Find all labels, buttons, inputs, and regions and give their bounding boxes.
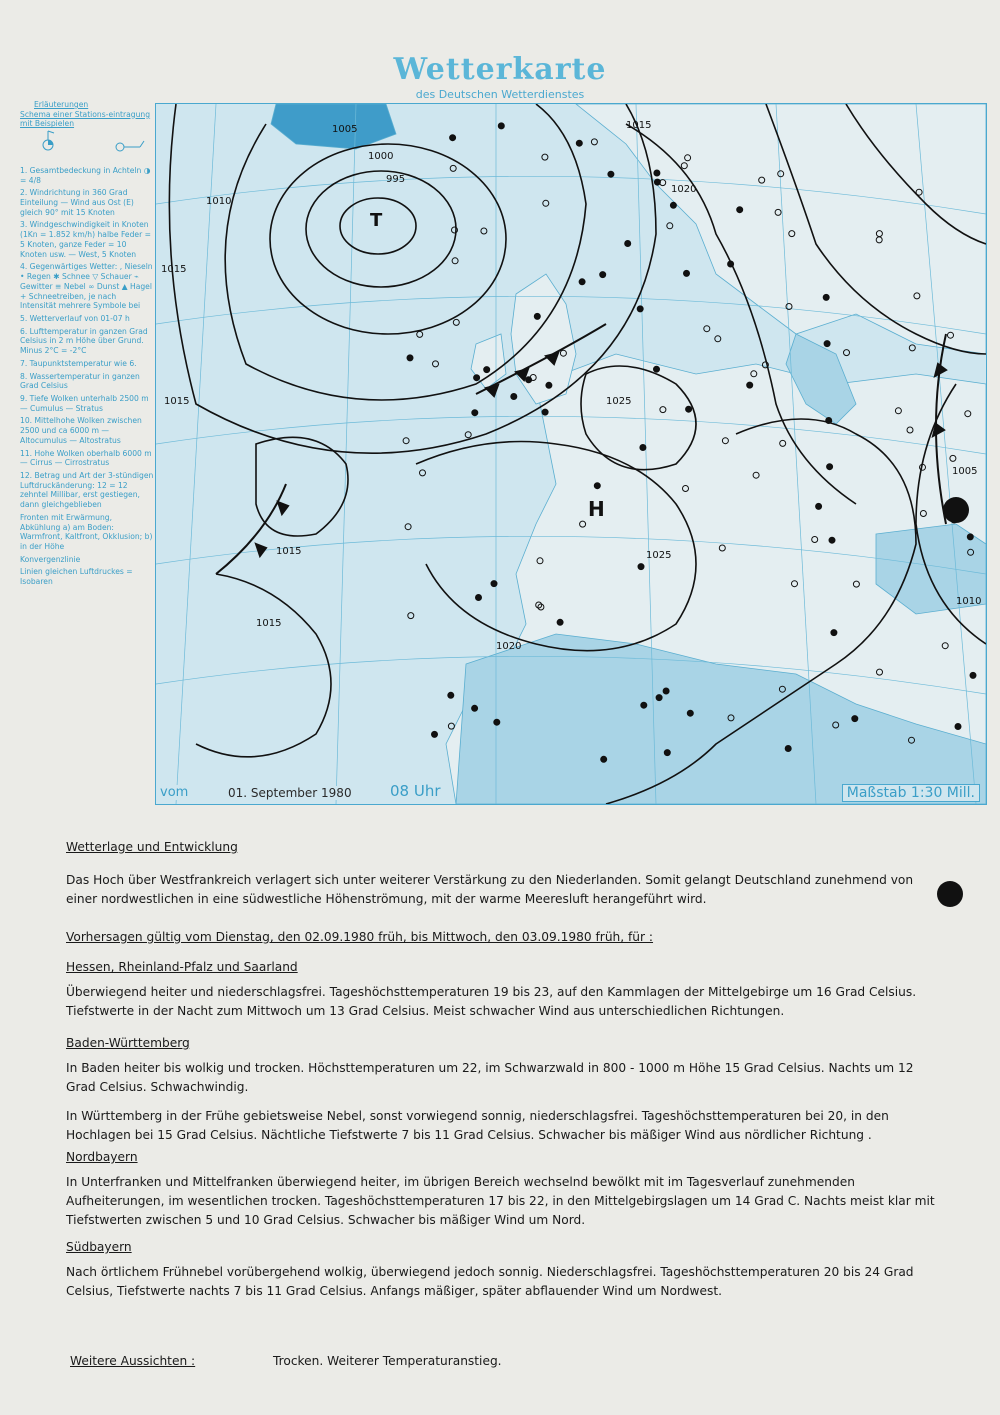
station-marker bbox=[448, 723, 454, 729]
legend-items bbox=[20, 166, 154, 587]
station-marker bbox=[433, 361, 439, 367]
wetterlage-section bbox=[66, 838, 946, 909]
station-marker bbox=[824, 341, 830, 347]
station-marker bbox=[534, 313, 540, 319]
map-hour: 08 Uhr bbox=[390, 782, 441, 800]
map-scale: Maßstab 1:30 Mill. bbox=[842, 784, 980, 802]
station-marker bbox=[625, 241, 631, 247]
station-marker bbox=[637, 306, 643, 312]
svg-text:1020: 1020 bbox=[496, 641, 522, 652]
legend-item: 5. Wetterverlauf von 01-07 h bbox=[20, 313, 130, 323]
station-marker bbox=[728, 261, 734, 267]
station-marker bbox=[557, 619, 563, 625]
station-marker bbox=[600, 272, 606, 278]
station-schema-icon bbox=[20, 129, 150, 163]
station-marker bbox=[448, 692, 454, 698]
legend-item: 3. Windgeschwindigkeit in Knoten (1Kn = 1.852 km/h) halbe Feder = 5 Knoten, ganze Feder = 10 Knoten usw. — West, 5 Knoten bbox=[20, 220, 151, 259]
station-marker bbox=[408, 613, 414, 619]
legend-item: Konvergenzlinie bbox=[20, 554, 81, 564]
station-marker bbox=[450, 165, 456, 171]
station-marker bbox=[494, 719, 500, 725]
svg-text:1010: 1010 bbox=[956, 596, 982, 607]
outlook-text: Trocken. Weiterer Temperaturanstieg. bbox=[273, 1354, 502, 1368]
station-marker bbox=[576, 140, 582, 146]
station-marker bbox=[667, 223, 673, 229]
station-marker bbox=[955, 724, 961, 730]
map-drawing bbox=[156, 104, 986, 804]
station-marker bbox=[474, 375, 480, 381]
legend-item: Linien gleichen Luftdruckes = Isobaren bbox=[20, 567, 133, 587]
station-marker bbox=[407, 355, 413, 361]
station-marker bbox=[476, 595, 482, 601]
region-paragraph: In Baden heiter bis wolkig und trocken. Höchsttemperaturen um 22, im Schwarzwald in 800 - 1000 m Höhe 15 Grad Celsius. Nachts um 12 Grad Celsius. Schwachwindig. bbox=[66, 1060, 914, 1094]
station-marker bbox=[481, 228, 487, 234]
station-marker bbox=[542, 409, 548, 415]
legend-item: 6. Lufttemperatur in ganzen Grad Celsius in 2 m Höhe über Grund. Minus 2°C = -2°C bbox=[20, 326, 148, 356]
legend-item: 11. Hohe Wolken oberhalb 6000 m — Cirrus — Cirrostratus bbox=[20, 448, 152, 468]
station-marker bbox=[670, 202, 676, 208]
station-marker bbox=[542, 154, 548, 160]
region-section bbox=[66, 1238, 946, 1301]
station-marker bbox=[640, 445, 646, 451]
region-heading: Nordbayern bbox=[66, 1150, 138, 1164]
station-marker bbox=[498, 123, 504, 129]
low-center-label: T bbox=[370, 210, 383, 231]
legend-item: 12. Betrag und Art der 3-stündigen Luftdruckänderung: 12 = 12 zehntel Millibar, erst gestiegen, dann gleichgeblieben bbox=[20, 471, 154, 510]
station-marker bbox=[747, 382, 753, 388]
legend-item: 4. Gegenwärtiges Wetter: , Nieseln • Regen ✱ Schnee ▽ Schauer ⌁ Gewitter ≡ Nebel ∞ Dunst ▲ Hagel + Schneetreiben, je nach Intensität mehrere Symbole bei bbox=[20, 262, 153, 311]
region-heading: Südbayern bbox=[66, 1240, 132, 1254]
region-section bbox=[66, 1034, 946, 1145]
station-marker bbox=[484, 367, 490, 373]
region-paragraph: Überwiegend heiter und niederschlagsfrei. Tageshöchsttemperaturen 19 bis 23, auf den Kammlagen der Mittelgebirge um 16 Grad Celsius. Tiefstwerte in der Nacht zum Mittwoch um 13 Grad Celsius. Meist schwacher Wind aus unterschiedlichen Richtungen. bbox=[66, 984, 917, 1018]
station-marker bbox=[546, 382, 552, 388]
station-marker bbox=[654, 170, 660, 176]
station-marker bbox=[511, 394, 517, 400]
station-marker bbox=[654, 366, 660, 372]
station-marker bbox=[579, 279, 585, 285]
station-marker bbox=[704, 326, 710, 332]
station-marker bbox=[405, 524, 411, 530]
station-marker bbox=[543, 200, 549, 206]
legend-schema-title: Schema einer Stations-eintragung mit Beispielen bbox=[20, 109, 151, 129]
station-marker bbox=[452, 258, 458, 264]
station-marker bbox=[785, 746, 791, 752]
region-section bbox=[66, 1148, 946, 1230]
station-marker bbox=[491, 581, 497, 587]
legend-item: 2. Windrichtung in 360 Grad Einteilung — Wind aus Ost (E) gleich 90° mit 15 Knoten bbox=[20, 188, 134, 217]
station-marker bbox=[829, 537, 835, 543]
station-marker bbox=[686, 406, 692, 412]
station-marker bbox=[967, 534, 973, 540]
legend-heading: Erläuterungen bbox=[34, 100, 89, 109]
station-marker bbox=[684, 270, 690, 276]
svg-text:1005: 1005 bbox=[952, 466, 978, 477]
station-marker bbox=[844, 350, 850, 356]
station-marker bbox=[638, 564, 644, 570]
station-marker bbox=[663, 688, 669, 694]
svg-text:1025: 1025 bbox=[646, 550, 672, 561]
station-marker bbox=[608, 171, 614, 177]
punch-hole bbox=[937, 881, 963, 907]
map-title: Wetterkarte bbox=[393, 52, 607, 87]
station-marker bbox=[465, 432, 471, 438]
legend-item: 10. Mittelhohe Wolken zwischen 2500 und ca 6000 m — Altocumulus — Altostratus bbox=[20, 416, 142, 445]
legend-item: 8. Wassertemperatur in ganzen Grad Celsius bbox=[20, 371, 140, 391]
svg-text:1025: 1025 bbox=[606, 396, 632, 407]
region-paragraph: In Württemberg in der Frühe gebietsweise Nebel, sonst vorwiegend sonnig, niederschlagsfrei. Tageshöchsttemperaturen bei 20, in den Hochlagen bei 15 Grad Celsius. Nächtliche Tiefstwerte 7 bis 11 Grad Celsius. Schwacher bis mäßiger Wind aus nördlicher Richtung . bbox=[66, 1108, 889, 1142]
svg-text:1015: 1015 bbox=[161, 264, 187, 275]
station-marker bbox=[737, 207, 743, 213]
svg-text:1015: 1015 bbox=[276, 546, 302, 557]
outlook-label: Weitere Aussichten : bbox=[70, 1354, 196, 1368]
station-marker bbox=[641, 702, 647, 708]
land-scandinavia bbox=[576, 104, 986, 354]
region-heading: Baden-Württemberg bbox=[66, 1036, 190, 1050]
region-paragraph: Nach örtlichem Frühnebel vorübergehend wolkig, überwiegend jedoch sonnig. Niederschlagsfrei. Tageshöchsttemperaturen 20 bis 24 Grad Celsius, Tiefstwerte nachts 7 bis 11 Grad Celsius. Anfangs mäßiger, später abflauender Wind um Nordwest. bbox=[66, 1264, 914, 1298]
station-marker bbox=[420, 470, 426, 476]
station-marker bbox=[472, 410, 478, 416]
station-marker bbox=[403, 438, 409, 444]
station-marker bbox=[827, 464, 833, 470]
station-marker bbox=[453, 319, 459, 325]
map-date: 01. September 1980 bbox=[228, 786, 352, 800]
legend-item: 7. Taupunktstemperatur wie 6. bbox=[20, 358, 137, 368]
svg-text:1000: 1000 bbox=[368, 151, 394, 162]
svg-text:1020: 1020 bbox=[671, 184, 697, 195]
wetterlage-heading: Wetterlage und Entwicklung bbox=[66, 840, 238, 854]
legend-panel bbox=[20, 100, 154, 805]
region-heading: Hessen, Rheinland-Pfalz und Saarland bbox=[66, 960, 298, 974]
map-subtitle: des Deutschen Wetterdienstes bbox=[415, 88, 585, 101]
station-marker bbox=[594, 483, 600, 489]
wetterlage-text: Das Hoch über Westfrankreich verlagert sich unter weiterer Verstärkung zu den Niederlanden. Somit gelangt Deutschland zunehmend von einer nordwestlichen in eine südwestliche Höhenströmung, mit der warme Meeresluft herangeführt wird. bbox=[66, 872, 914, 906]
svg-text:1005: 1005 bbox=[332, 124, 358, 135]
svg-text:1010: 1010 bbox=[206, 196, 232, 207]
station-marker bbox=[432, 731, 438, 737]
station-marker bbox=[472, 705, 478, 711]
region-section bbox=[66, 958, 946, 1021]
weather-map bbox=[155, 103, 987, 805]
station-marker bbox=[826, 418, 832, 424]
station-marker bbox=[970, 672, 976, 678]
station-marker bbox=[816, 503, 822, 509]
legend-item: Fronten mit Erwärmung, Abkühlung a) am Boden: Warmfront, Kaltfront, Okklusion; b) in der Höhe bbox=[20, 512, 153, 552]
legend-item: 1. Gesamtbedeckung in Achteln ◑ = 4/8 bbox=[20, 165, 151, 185]
station-marker bbox=[831, 630, 837, 636]
station-marker bbox=[687, 710, 693, 716]
station-marker bbox=[656, 695, 662, 701]
station-marker bbox=[664, 750, 670, 756]
station-marker bbox=[909, 345, 915, 351]
station-marker bbox=[715, 336, 721, 342]
station-marker bbox=[654, 179, 660, 185]
svg-text:1015: 1015 bbox=[256, 618, 282, 629]
land-britain bbox=[511, 274, 576, 404]
validity-text: Vorhersagen gültig vom Dienstag, den 02.09.1980 früh, bis Mittwoch, den 03.09.1980 früh, für : bbox=[66, 930, 654, 944]
station-marker bbox=[823, 294, 829, 300]
svg-text:995: 995 bbox=[386, 174, 406, 185]
station-marker bbox=[450, 135, 456, 141]
station-marker bbox=[852, 716, 858, 722]
high-center-label: H bbox=[588, 497, 605, 521]
station-marker bbox=[591, 139, 597, 145]
validity-line bbox=[66, 928, 946, 947]
svg-text:1015: 1015 bbox=[164, 396, 190, 407]
punch-hole-map bbox=[943, 497, 969, 523]
region-paragraph: In Unterfranken und Mittelfranken überwiegend heiter, im übrigen Bereich wechselnd bewölkt mit im Tagesverlauf zunehmenden Aufheiterungen, im wesentlichen trocken. Tageshöchsttemperaturen 17 bis 22, in den Mittelgebirgslagen um 14 Grad C. Nachts meist klar mit Tiefstwerten zwischen 5 und 10 Grad Celsius. Schwacher bis mäßiger Wind um Nord. bbox=[66, 1174, 935, 1227]
legend-item: 9. Tiefe Wolken unterhalb 2500 m — Cumulus — Stratus bbox=[20, 393, 149, 413]
station-marker bbox=[601, 756, 607, 762]
station-marker bbox=[417, 331, 423, 337]
svg-text:1015: 1015 bbox=[626, 120, 652, 131]
valid-from-label: vom bbox=[160, 785, 189, 800]
